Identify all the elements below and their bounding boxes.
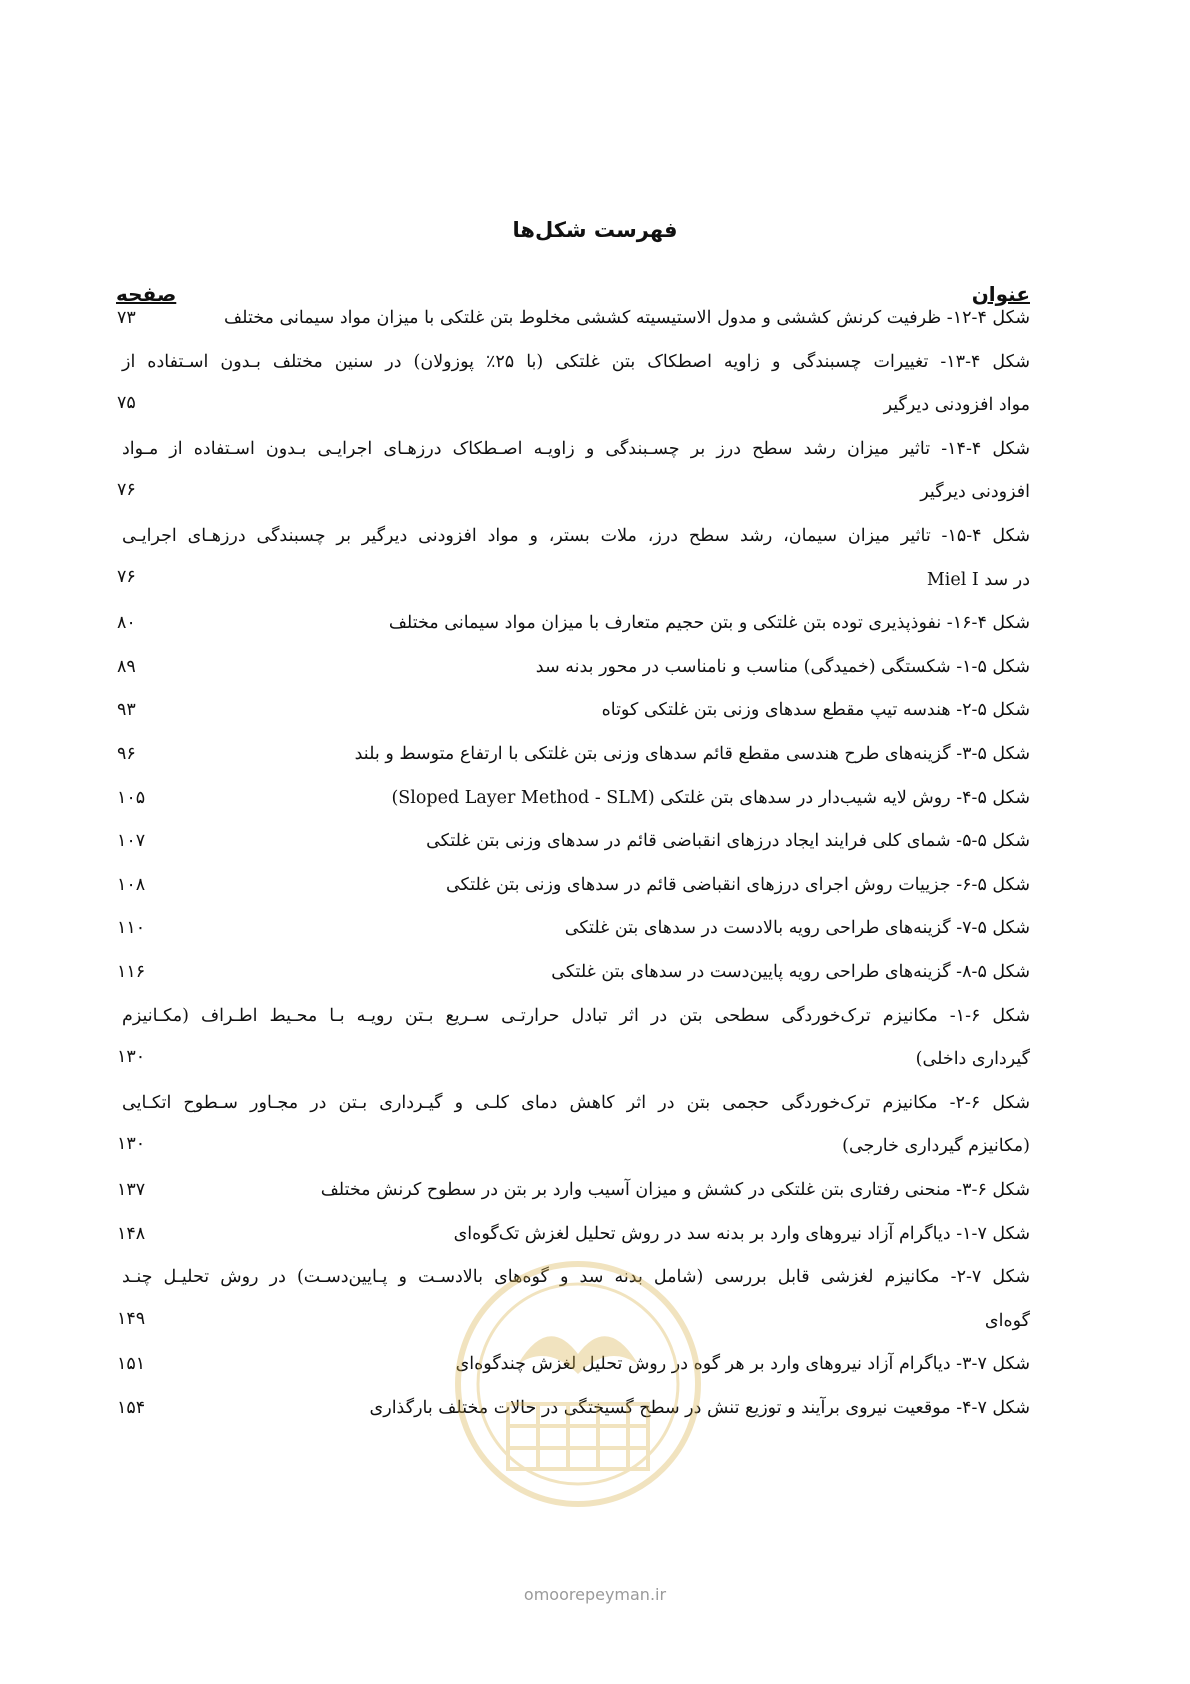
figure-entry-text: شکل ۴-۱۴- تاثیر میزان رشد سطح درز بر چسـبندگی و زاویـه اصـطکاک درزهـای اجرایـی بـدون اسـتفاده از مـواد [122, 438, 1030, 459]
figure-entry-text: شکل ۴-۱۵- تاثیر میزان سیمان، رشد سطح درز، ملات بستر، و مواد افزودنی دیرگیر بر چسبندگی درزهـای اجرایـی [122, 526, 1030, 546]
figure-entry-page: ۷۶ [117, 480, 136, 501]
figure-entry-page: ۱۳۰ [117, 1134, 146, 1155]
figure-entry-text: شکل ۴-۱۳- تغییرات چسبندگی و زاویه اصطکاک بتن غلتکی (با ۲۵٪ پوزولان) در سنین مختلف بـدون اسـتفاده از [122, 351, 1031, 372]
figure-entry-text: شکل ۵-۱- شکستگی (خمیدگی) مناسب و نامناسب در محور بدنه سد [535, 656, 1030, 677]
figure-entry-page: ۱۱۰ [117, 918, 146, 939]
figure-entry-text: شکل ۶-۳- منحنی رفتاری بتن غلتکی در کشش و میزان آسیب وارد بر بتن در سطوح کرنش مختلف [320, 1180, 1030, 1200]
figure-entry-page: ۱۰۸ [117, 874, 146, 895]
figure-entry-page: ۷۵ [117, 393, 136, 414]
figure-entry-text: شکل ۵-۴- روش لایه شیب‌دار در سدهای بتن غلتکی (Sloped Layer Method - SLM) [391, 787, 1030, 808]
figure-entry-text: (مکانیزم گیرداری خارجی) [842, 1136, 1030, 1157]
figure-entry-page: ۷۶ [117, 567, 136, 588]
figure-entry-page: ۷۳ [117, 308, 136, 328]
watermark-logo [448, 1254, 708, 1514]
figure-entry-text: افزودنی دیرگیر [920, 482, 1030, 503]
figure-entry-text: شکل ۶-۲- مکانیزم ترک‌خوردگی حجمی بتن در اثر کاهش دمای کلـی و گیـرداری بـتن در مجـاور سـطوح اتکـایی [122, 1092, 1030, 1113]
figure-entry-page: ۱۳۰ [117, 1047, 146, 1068]
watermark-site: omoorepeyman.ir [523, 1585, 667, 1604]
figure-entry-text: شکل ۵-۵- شمای کلی فرایند ایجاد درزهای انقباضی قائم در سدهای وزنی بتن غلتکی [426, 831, 1030, 852]
figure-entry-text: شکل ۵-۸- گزینه‌های طراحی رویه پایین‌دست در سدهای بتن غلتکی [551, 962, 1030, 982]
figure-entry-text: شکل ۵-۶- جزییات روش اجرای درزهای انقباضی قائم در سدهای وزنی بتن غلتکی [445, 874, 1030, 895]
figure-entry-page: ۱۳۷ [117, 1180, 146, 1200]
column-header-page: صفحه [116, 282, 177, 306]
figure-entry-text: مواد افزودنی دیرگیر [883, 395, 1030, 416]
figure-entry-page: ۱۰۷ [117, 831, 146, 852]
figure-entry-page: ۹۶ [117, 744, 136, 764]
figure-entry-text: شکل ۷-۴- موقعیت نیروی برآیند و توزیع تنش در سطح گسیختگی در حالات مختلف بارگذاری [369, 1398, 1030, 1418]
figure-entry-page: ۸۹ [117, 656, 136, 677]
page-title: فهرست شکل‌ها [512, 218, 678, 242]
figure-entry-page: ۱۵۱ [117, 1354, 146, 1375]
figure-entry-page: ۹۳ [117, 700, 136, 721]
figure-entry-text: شکل ۴-۱۶- نفوذپذیری توده بتن غلتکی و بتن حجیم متعارف با میزان مواد سیمانی مختلف [388, 613, 1030, 634]
figure-entry-text: شکل ۵-۷- گزینه‌های طراحی رویه بالادست در سدهای بتن غلتکی [564, 918, 1030, 939]
figure-entry-page: ۸۰ [117, 613, 136, 634]
figure-entry-text: در سد Miel I [926, 569, 1030, 590]
figure-entry-page: ۱۱۶ [117, 962, 146, 982]
figure-entry-text: شکل ۷-۱- دیاگرام آزاد نیروهای وارد بر بدنه سد در روش تحلیل لغزش تک‌گوه‌ای [453, 1223, 1030, 1244]
figure-entry-text: شکل ۵-۳- گزینه‌های طرح هندسی مقطع قائم سدهای وزنی بتن غلتکی با ارتفاع متوسط و بلند [354, 744, 1030, 764]
figure-entry-text: شکل ۵-۲- هندسه تیپ مقطع سدهای وزنی بتن غلتکی کوتاه [601, 700, 1030, 721]
figure-entry-text: شکل ۷-۲- مکانیزم لغزشی قابل بررسی (شامل بدنه سد و گوه‌های بالادسـت و پـایین‌دسـت) در روش تحلیـل چنـد [122, 1267, 1030, 1288]
figure-entry-text: گیرداری داخلی) [915, 1049, 1030, 1070]
figure-entry-text: شکل ۷-۳- دیاگرام آزاد نیروهای وارد بر هر گوه در روش تحلیل لغزش چندگوه‌ای [455, 1354, 1030, 1375]
figure-entry-page: ۱۰۵ [117, 787, 146, 808]
figure-entry-text: گوه‌ای [984, 1310, 1030, 1331]
figure-entry-page: ۱۵۴ [117, 1398, 146, 1418]
column-header-title: عنوان [971, 282, 1030, 306]
figure-entry-page: ۱۴۸ [117, 1223, 146, 1244]
figure-entry-page: ۱۴۹ [117, 1308, 146, 1329]
figure-entry-text: شکل ۶-۱- مکانیزم ترک‌خوردگی سطحی بتن در اثر تبادل حرارتـی سـریع بـتن رویـه بـا محـیط اطـراف (مکـانیزم [122, 1005, 1030, 1026]
figure-entry-text: شکل ۴-۱۲- ظرفیت کرنش کششی و مدول الاستیسیته کششی مخلوط بتن غلتکی با میزان مواد سیمانی مختلف [224, 308, 1030, 328]
